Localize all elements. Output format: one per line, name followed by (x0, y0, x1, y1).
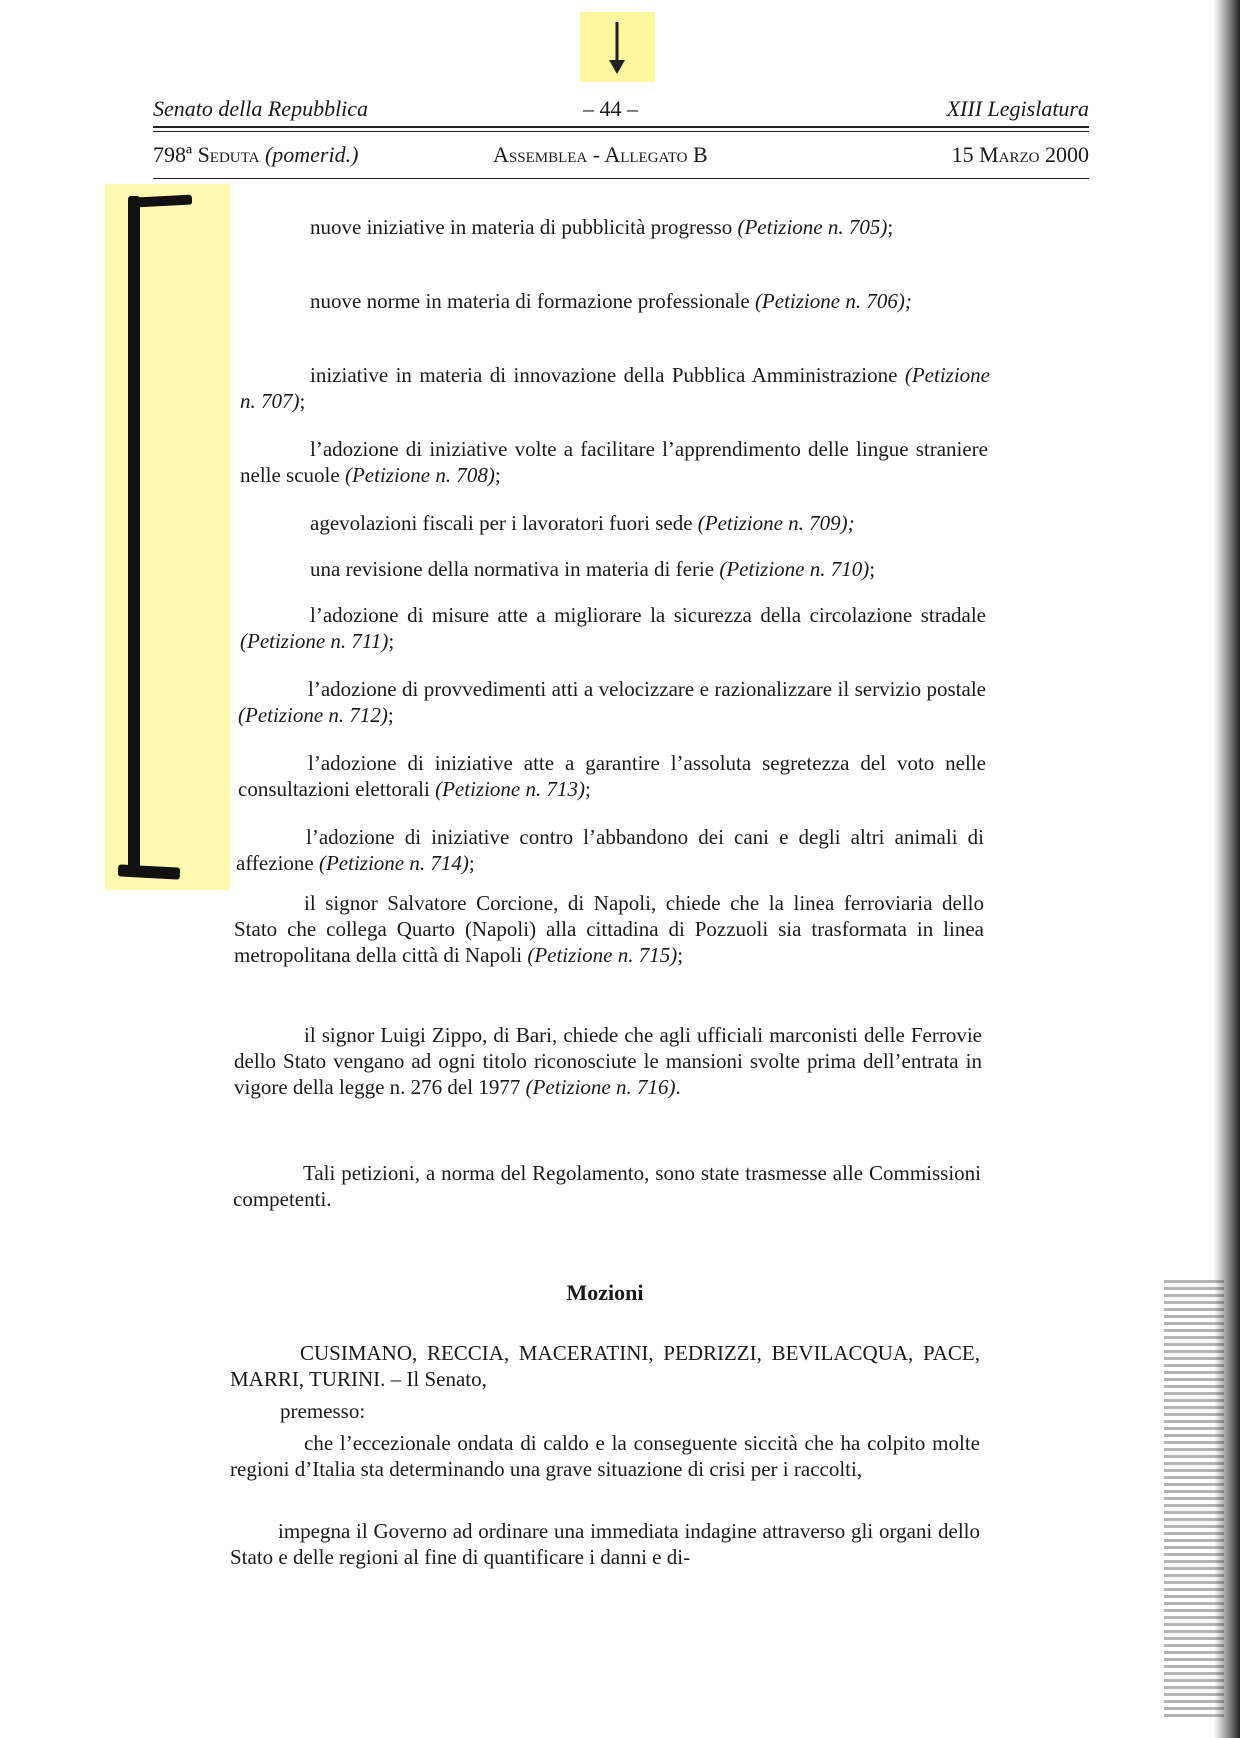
petition-item (240, 362, 990, 414)
petition-ref: (Petizione n. 707) (240, 363, 990, 413)
section-title: Mozioni (566, 1280, 644, 1305)
motion-premise: che l’eccezionale ondata di caldo e la conseguente siccità che ha colpito molte regioni d’Italia sta determinando una grave situazione di crisi per i raccolti, (230, 1431, 980, 1481)
petition-item (238, 676, 986, 728)
petition-ref: (Petizione n. 706); (754, 289, 912, 313)
petition-text: il signor Luigi Zippo, di Bari, chiede che agli ufficiali marconisti delle Ferrovie dello Stato vengano ad ogni titolo riconosciute le mansioni svolte prima dell’entrata in vigore della legge n. 276 del 1977 (234, 1023, 982, 1099)
header-rule (153, 126, 1089, 128)
petition-text: l’adozione di misure atte a migliorare la sicurezza della circolazione stradale (310, 603, 986, 627)
running-subheader (153, 142, 1089, 172)
petition-ref: (Petizione n. 712) (238, 703, 388, 727)
petition-end: ; (468, 851, 475, 875)
petition-ref: (Petizione n. 715) (527, 943, 678, 967)
petition-ref: (Petizione n. 716) (525, 1075, 676, 1099)
petition-ref: (Petizione n. 710) (719, 557, 870, 581)
petition-text: l’adozione di provvedimenti atti a velocizzare e razionalizzare il servizio postale (308, 677, 986, 701)
petition-text: l’adozione di iniziative volte a facilitare l’apprendimento delle lingue straniere nelle scuole (240, 437, 988, 487)
petition-ref: (Petizione n. 714) (318, 851, 469, 875)
header-assembly: Assemblea - Allegato B (493, 142, 708, 167)
petition-item (240, 602, 986, 654)
petition-end: ; (677, 943, 684, 967)
motion-signatories: CUSIMANO, RECCIA, MACERATINI, PEDRIZZI, BEVILACQUA, PACE, MARRI, TURINI. – Il Senato, (230, 1341, 980, 1391)
arrow-annotation (580, 12, 655, 82)
header-sitting: 798ª Seduta (pomerid.) (153, 142, 359, 167)
petition-end: ; (887, 215, 894, 239)
petition-item (236, 824, 984, 876)
petition-item (240, 510, 988, 536)
petition-text: agevolazioni fiscali per i lavoratori fuori sede (310, 511, 698, 535)
petition-end: ; (494, 463, 501, 487)
header-rule (153, 131, 1089, 132)
petition-item (240, 288, 990, 314)
petition-end: ; (869, 557, 876, 581)
header-rule (153, 178, 1089, 179)
petition-item (234, 890, 984, 968)
petition-ref: (Petizione n. 709); (697, 511, 855, 535)
header-legislature: XIII Legislatura (946, 96, 1089, 121)
highlight-marker (105, 184, 230, 890)
petition-end: ; (388, 629, 395, 653)
petition-text: una revisione della normativa in materia di ferie (310, 557, 720, 581)
header-senate: Senato della Repubblica (153, 96, 369, 121)
petition-text: il signor Salvatore Corcione, di Napoli, chiede che la linea ferroviaria dello Stato che collega Quarto (Napoli) alla cittadina di Pozzuoli sia trasformata in linea metropolitana della città di Napoli (234, 891, 984, 967)
petition-text: nuove norme in materia di formazione professionale (310, 289, 755, 313)
petition-text: l’adozione di iniziative atte a garantire l’assoluta segretezza del voto nelle consultazioni elettorali (238, 751, 986, 801)
running-header (153, 96, 1089, 126)
petition-text: l’adozione di iniziative contro l’abbandono dei cani e degli altri animali di affezione (236, 825, 984, 875)
petition-item (240, 214, 990, 240)
petition-item (240, 436, 988, 488)
motion-commitment: impegna il Governo ad ordinare una immediata indagine attraverso gli organi dello Stato e delle regioni al fine di quantificare i danni e di- (230, 1519, 980, 1569)
petition-item (238, 750, 986, 802)
scan-noise (1164, 1280, 1224, 1720)
petition-end: ; (387, 703, 394, 727)
petition-text: iniziative in materia di innovazione della Pubblica Amministrazione (310, 363, 905, 387)
petition-end: ; (585, 777, 591, 801)
petition-ref: (Petizione n. 705) (737, 215, 888, 239)
petition-end: ; (299, 389, 306, 413)
petition-ref: (Petizione n. 708) (344, 463, 495, 487)
motion-premise-label: premesso: (280, 1399, 366, 1423)
petition-ref: (Petizione n. 711) (240, 629, 389, 653)
closing-paragraph: Tali petizioni, a norma del Regolamento, sono state trasmesse alle Commissioni competenti. (233, 1161, 981, 1211)
header-date: 15 Marzo 2000 (951, 142, 1089, 167)
petition-end: . (675, 1075, 681, 1099)
bracket-mark (128, 196, 140, 868)
petition-text: nuove iniziative in materia di pubblicità progresso (310, 215, 738, 239)
petition-ref: (Petizione n. 713) (435, 777, 585, 801)
petition-item (234, 1022, 982, 1100)
petition-item (240, 556, 988, 582)
page-number: – 44 – (583, 96, 638, 121)
